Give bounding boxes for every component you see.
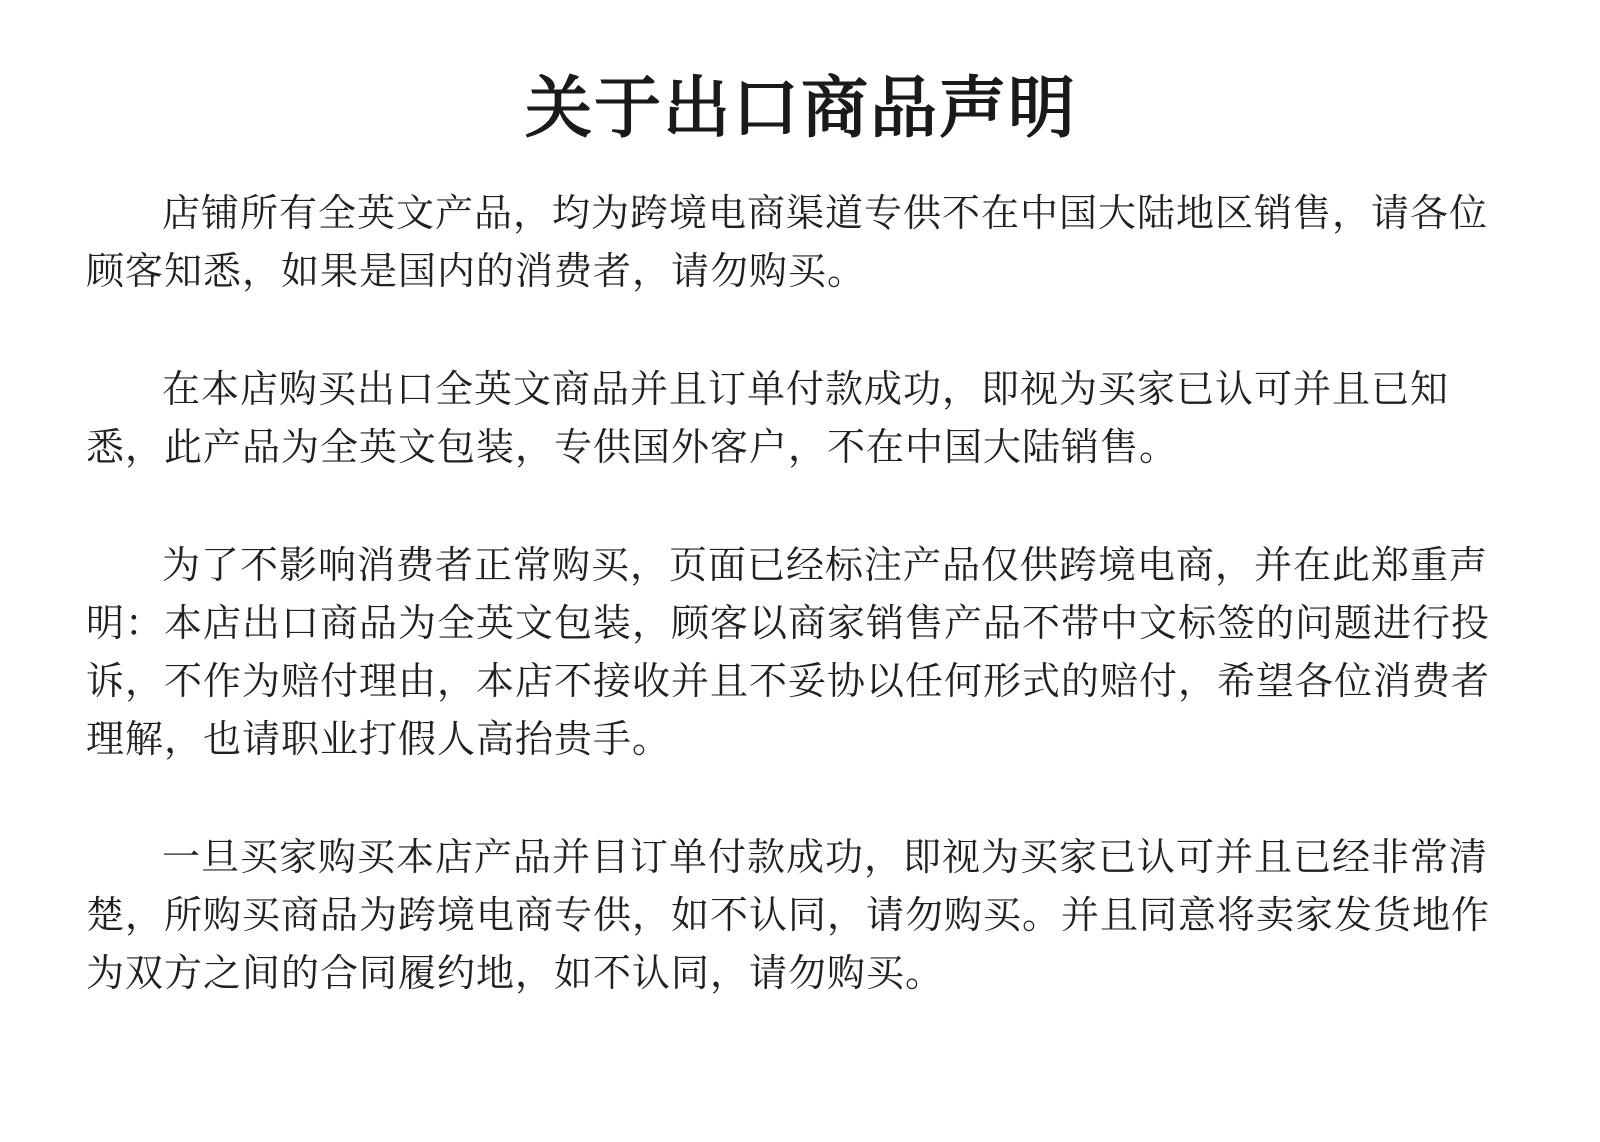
document-title: 关于出口商品声明: [525, 69, 1077, 147]
paragraph-3: 为了不影响消费者正常购买，页面已经标注产品仅供跨境电商，并在此郑重声明：本店出口商品为全英文包装，顾客以商家销售产品不带中文标签的问题进行投诉，不作为赔付理由，本店不接收并且不妥协以任何形式的赔付，希望各位消费者理解，也请职业打假人高抬贵手。: [86, 543, 1491, 761]
paragraph-4: 一旦买家购买本店产品并目订单付款成功，即视为买家已认可并且已经非常清楚，所购买商品为跨境电商专供，如不认同，请勿购买。并且同意将卖家发货地作为双方之间的合同履约地，如不认同，请勿购买。: [86, 835, 1491, 995]
statement-body: [86, 184, 1516, 1002]
paragraph-1: 店铺所有全英文产品，均为跨境电商渠道专供不在中国大陆地区销售，请各位顾客知悉，如果是国内的消费者，请勿购买。: [86, 191, 1489, 293]
paragraph-2: 在本店购买出口全英文商品并且订单付款成功，即视为买家已认可并且已知悉，此产品为全英文包装，专供国外客户，不在中国大陆销售。: [86, 367, 1450, 469]
